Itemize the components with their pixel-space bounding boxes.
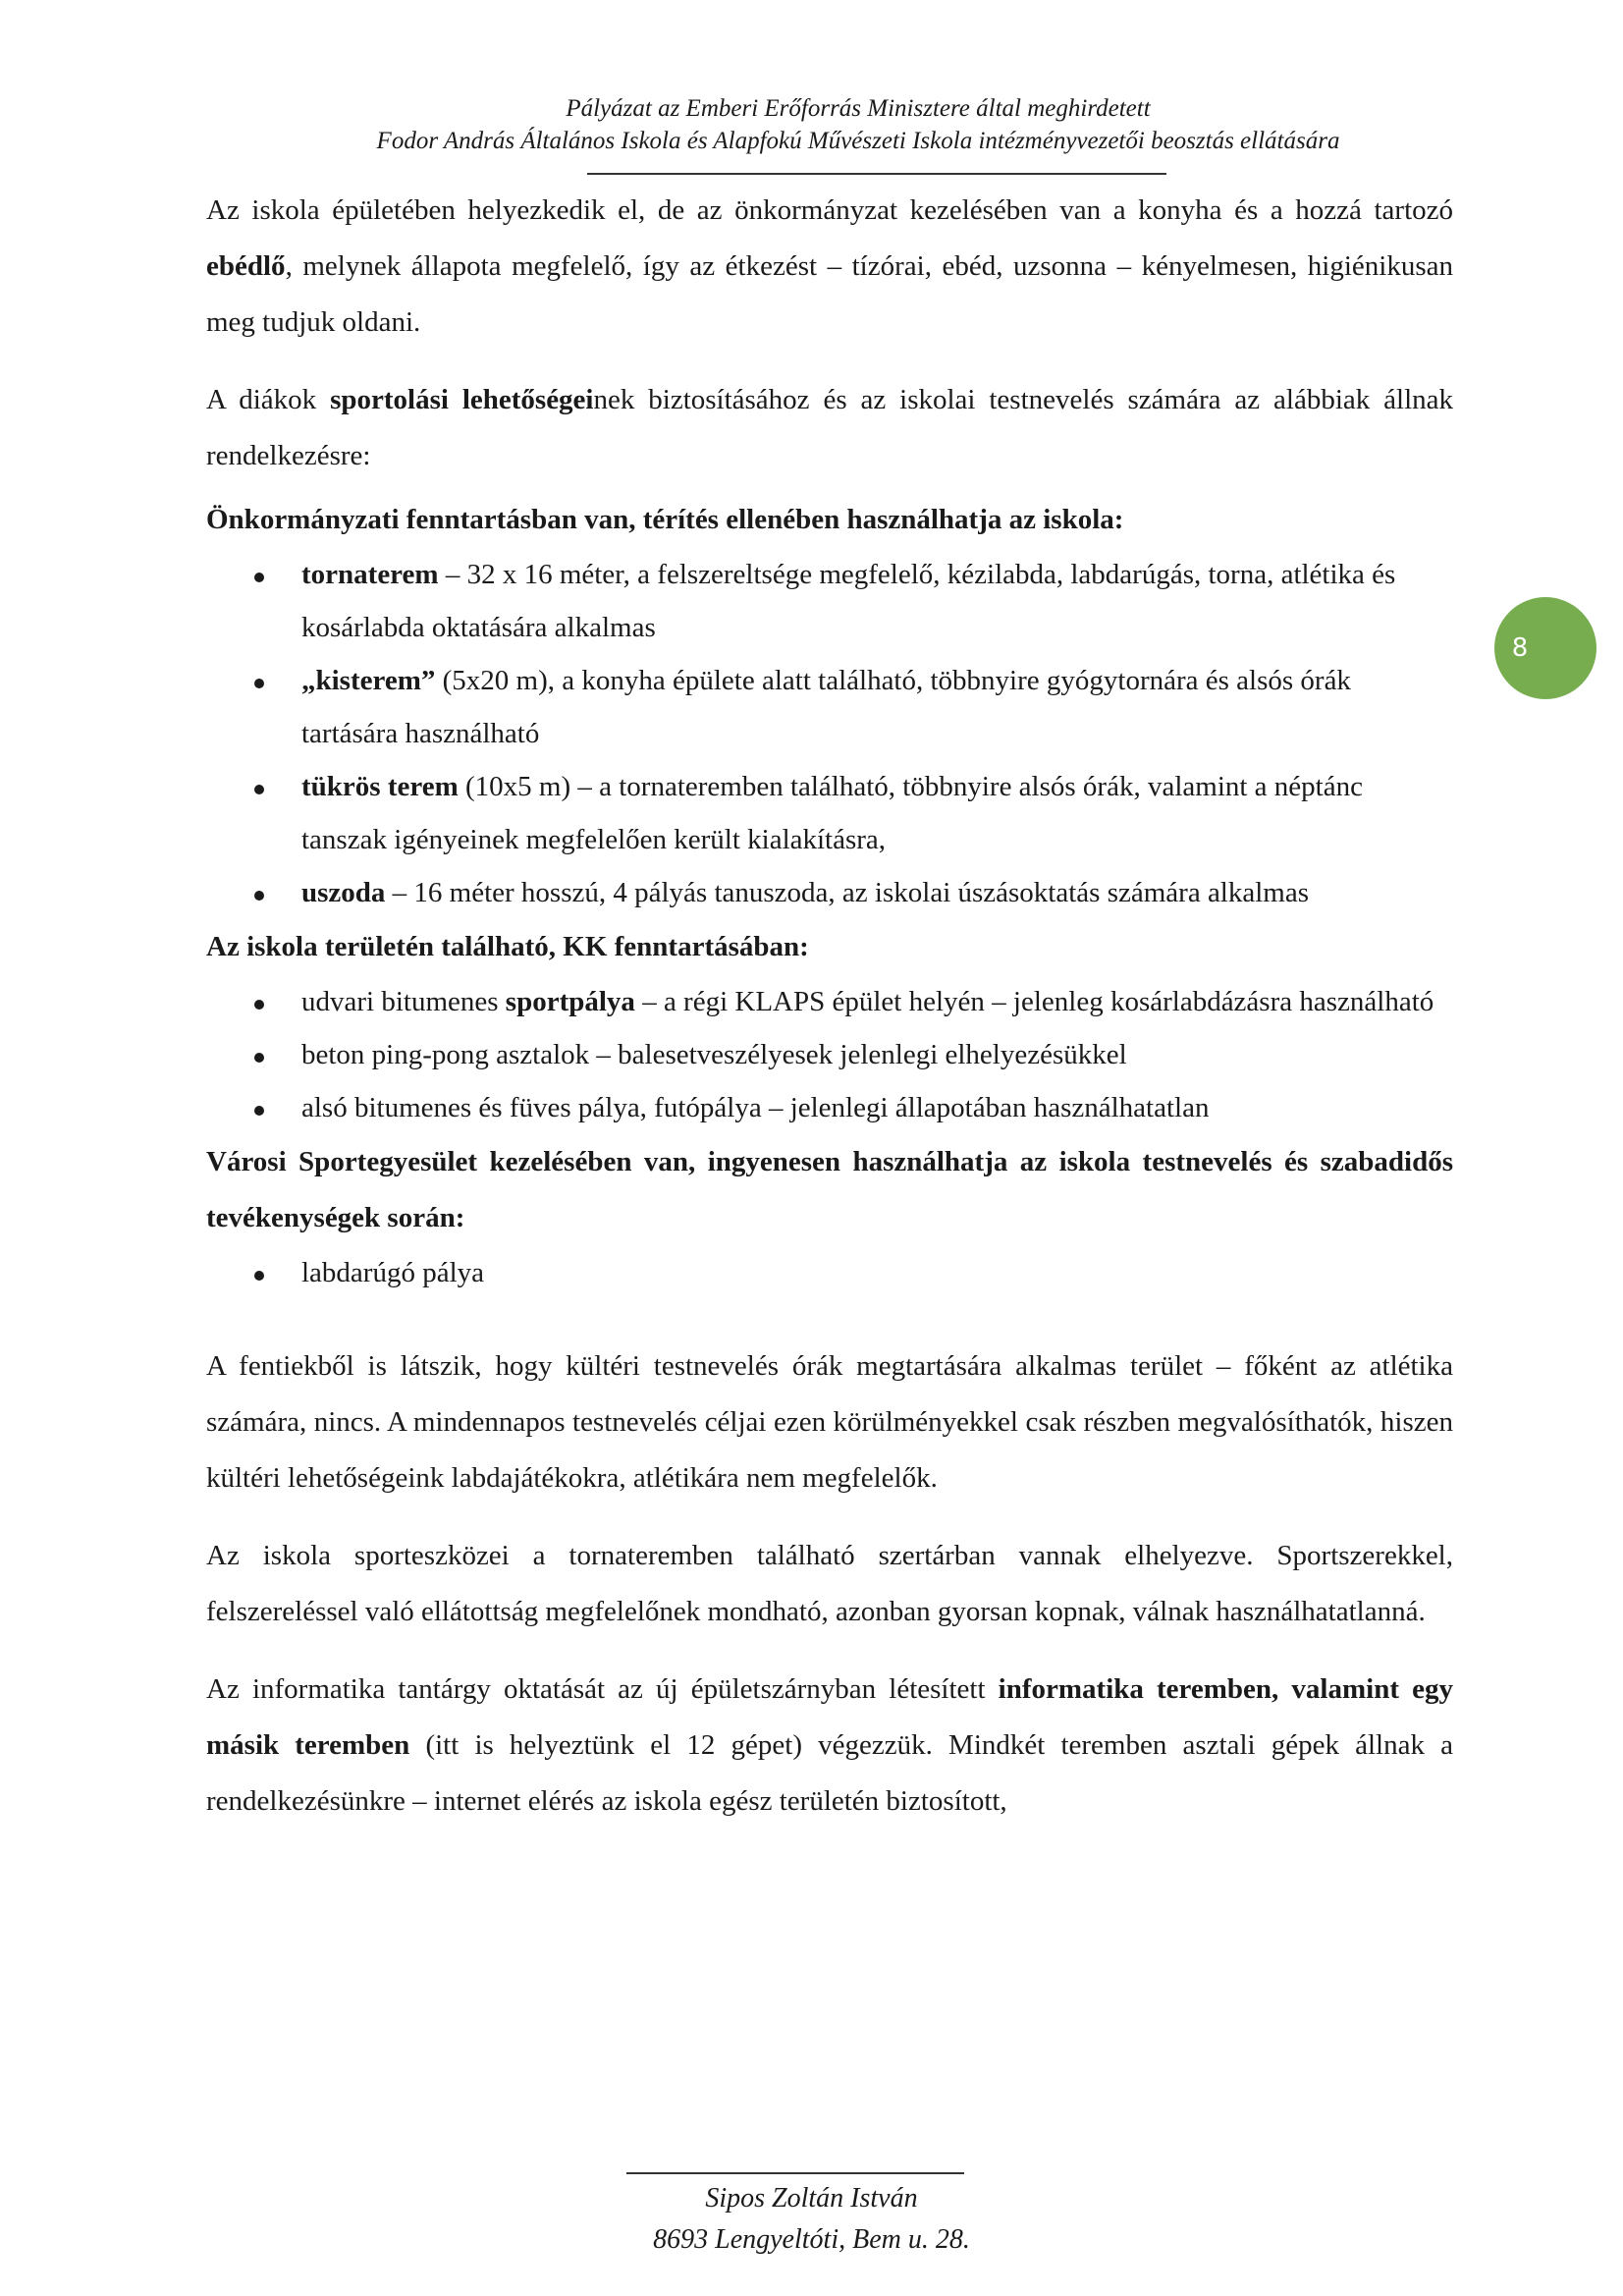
footer-name: Sipos Zoltán István [705,2183,918,2214]
list-item: tornaterem – 32 x 16 méter, a felszereltsége megfelelő, kézilabda, labdarúgás, torna, atlétika és kosárlabda oktatására alkalmas [206,548,1453,654]
list-item: uszoda – 16 méter hosszú, 4 pályás tanuszoda, az iskolai úszásoktatás számára alkalmas [206,866,1453,919]
list-item: labdarúgó pálya [206,1246,1453,1299]
header-divider [587,173,1166,175]
paragraph-outdoor: A fentiekből is látszik, hogy kültéri testnevelés órák megtartására alkalmas terület – főként az atlétika számára, nincs. A mindennapos testnevelés céljai ezen körülményekkel csak részben megvalósíthatók, hiszen kültéri lehetőségeink labdajátékokra, atlétikára nem megfelelők. [206,1350,1453,1494]
list-item: udvari bitumenes sportpálya – a régi KLAPS épület helyén – jelenleg kosárlabdázásra használható [206,975,1453,1028]
page-footer [0,2178,1623,2261]
page-number-badge [1494,597,1596,699]
page-header [0,92,1623,157]
list-sports-club [206,1246,1453,1299]
list-item: beton ping-pong asztalok – balesetveszélyesek jelenlegi elhelyezésükkel [206,1028,1453,1081]
document-body [206,183,1453,1830]
footer-divider [626,2172,964,2174]
page-number: 8 [1511,633,1529,663]
bold-term: sportolási lehetőségei [330,384,594,415]
list-item: tükrös terem (10x5 m) – a tornateremben található, többnyire alsós órák, valamint a néptánc tanszak igényeinek megfelelően került kialakításra, [206,760,1453,866]
bold-term: ebédlő [206,250,286,282]
list-item: „kisterem” (5x20 m), a konyha épülete alatt található, többnyire gyógytornára és alsós órák tartására használható [206,654,1453,760]
section-heading-school-area: Az iskola területén található, KK fenntartásában: [206,931,809,962]
paragraph-informatics: Az informatika tantárgy oktatását az új épületszárnyban létesített informatika teremben, valamint egy másik teremben (itt is helyeztünk el 12 gépet) végezzük. Mindkét teremben asztali gépek állnak a rendelkezésünkre – internet elérés az iskola egész területén biztosított, [206,1673,1453,1817]
list-item: alsó bitumenes és füves pálya, futópálya – jelenlegi állapotában használhatatlan [206,1081,1453,1134]
paragraph-equipment: Az iskola sporteszközei a tornateremben található szertárban vannak elhelyezve. Sportszerekkel, felszereléssel való ellátottság megfelelőnek mondható, azonban gyorsan kopnak, válnak használhatatlanná. [206,1540,1453,1627]
footer-address: 8693 Lengyeltóti, Bem u. 28. [653,2224,970,2255]
paragraph-kitchen: Az iskola épületében helyezkedik el, de az önkormányzat kezelésében van a konyha és a hozzá tartozó ebédlő, melynek állapota megfelelő, így az étkezést – tízórai, ebéd, uzsonna – kényelmesen, higiénikusan meg tudjuk oldani. [206,194,1453,338]
paragraph-sport-intro: A diákok sportolási lehetőségeinek biztosításához és az iskolai testnevelés számára az alábbiak állnak rendelkezésre: [206,384,1454,471]
header-line-1: Pályázat az Emberi Erőforrás Minisztere által meghirdetett [566,95,1151,122]
list-school-area [206,975,1453,1134]
section-heading-sports-club: Városi Sportegyesület kezelésében van, ingyenesen használhatja az iskola testnevelés és szabadidős tevékenységek során: [206,1146,1453,1233]
list-municipal [206,548,1453,919]
bold-term: informatika teremben, valamint egy másik teremben [206,1673,1453,1761]
section-heading-municipal: Önkormányzati fenntartásban van, térítés ellenében használhatja az iskola: [206,504,1124,535]
header-line-2: Fodor András Általános Iskola és Alapfokú Művészeti Iskola intézményvezetői beosztás ellátására [376,128,1340,154]
